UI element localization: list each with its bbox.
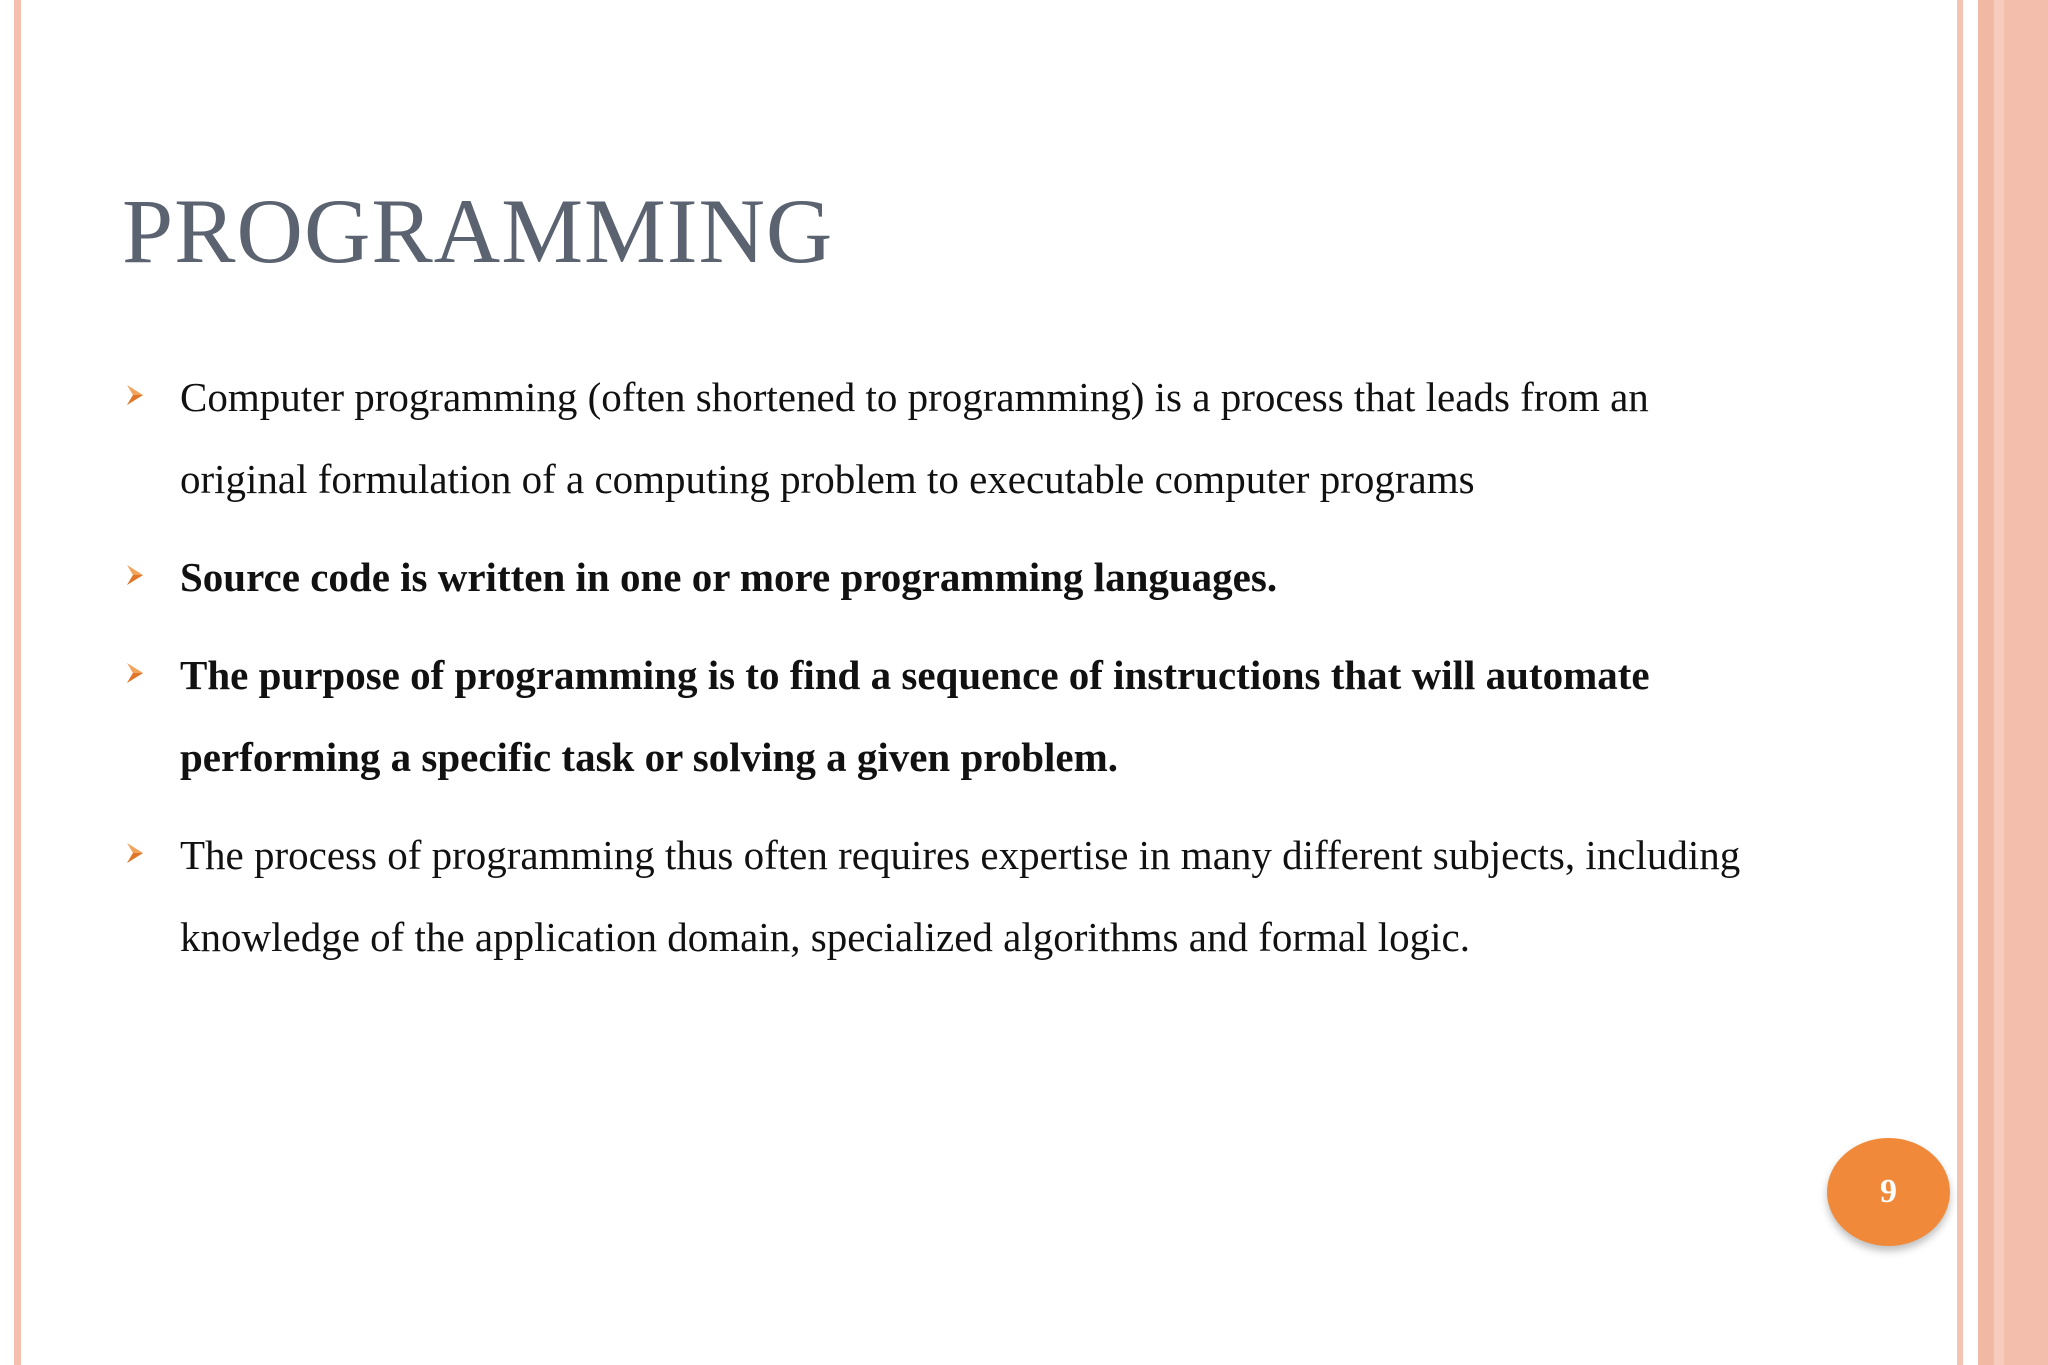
arrow-bullet-icon [125,384,145,406]
right-border-stripe [1957,0,1963,1365]
bullet-item [120,356,1760,520]
slide-title: PROGRAMMING [122,180,834,282]
bullet-item [120,536,1760,618]
bullet-text: The purpose of programming is to find a sequence of instructions that will automate performing a specific task or solving a given problem. [180,652,1650,780]
bullet-item [120,634,1760,798]
bullet-item [120,814,1760,978]
left-border-decoration [14,0,21,1365]
bullet-text: Source code is written in one or more programming languages. [180,554,1278,600]
bullet-list [120,356,1760,994]
bullet-text: Computer programming (often shortened to programming) is a process that leads from an original formulation of a computing problem to executable computer programs [180,374,1649,502]
right-border-band [1978,0,2048,1365]
arrow-bullet-icon [125,564,145,586]
page-number: 9 [1880,1173,1897,1210]
bullet-text: The process of programming thus often requires expertise in many different subjects, including knowledge of the application domain, specialized algorithms and formal logic. [180,832,1741,960]
arrow-bullet-icon [125,662,145,684]
arrow-bullet-icon [125,842,145,864]
page-number-badge [1827,1138,1950,1246]
